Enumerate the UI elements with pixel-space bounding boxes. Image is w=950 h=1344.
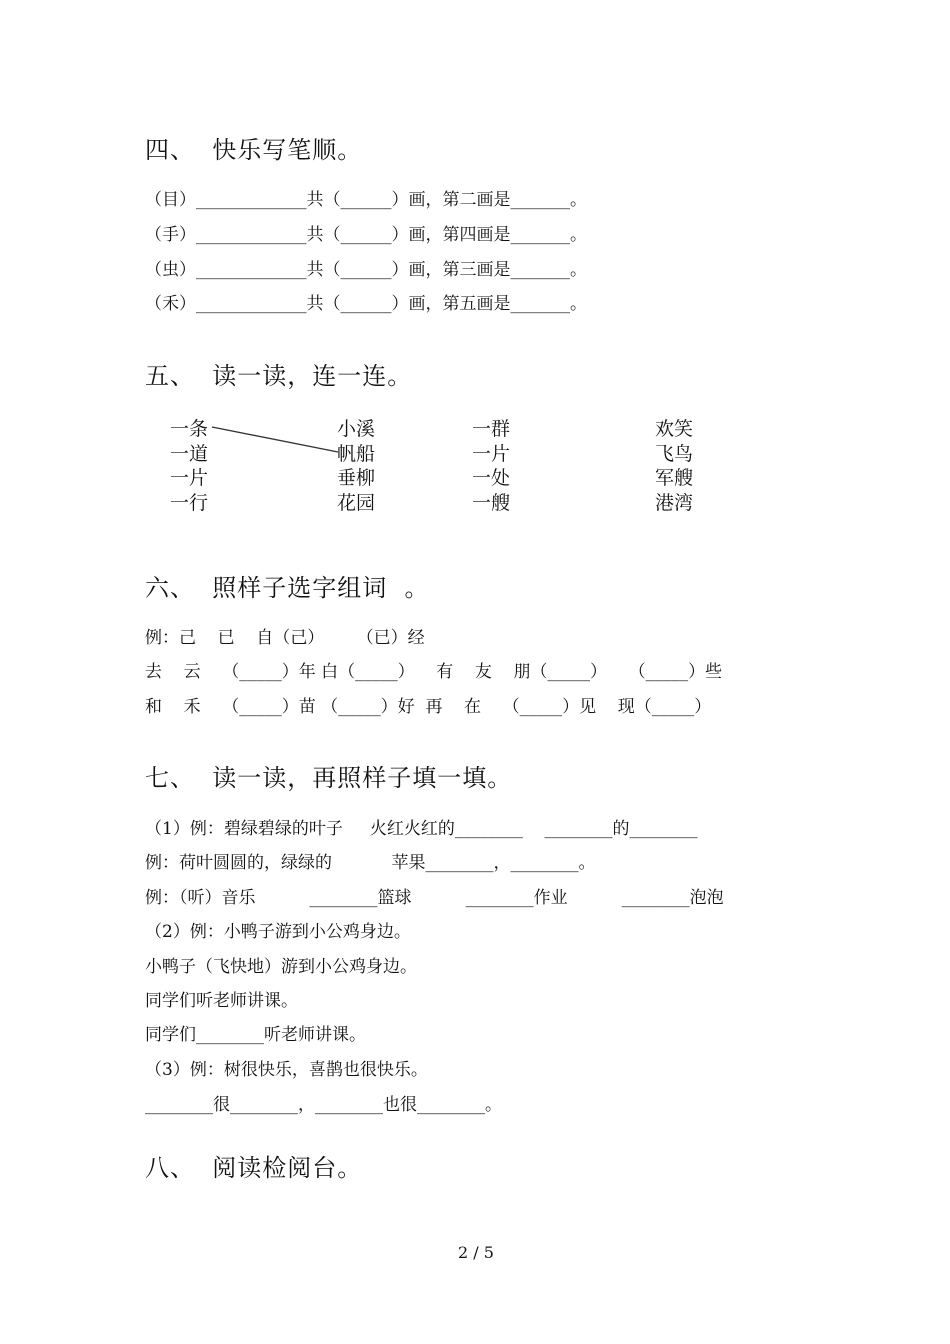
word-row: 去 云 （_____）年 白（_____） 有 友 朋（_____） （_____）些 bbox=[145, 662, 723, 682]
match-col4-item: 军艘 bbox=[655, 467, 694, 489]
fill-line: 同学们听老师讲课。 bbox=[145, 991, 298, 1011]
page-number: 2 / 5 bbox=[458, 1243, 494, 1262]
stroke-order-row: （禾）_____________共（______）画，第五画是_______。 bbox=[145, 294, 587, 314]
section-4-title: 四、 快乐写笔顺。 bbox=[145, 136, 363, 164]
fill-line: （3）例：树很快乐，喜鹊也很快乐。 bbox=[145, 1060, 428, 1080]
match-col3-item: 一群 bbox=[472, 418, 511, 440]
fill-line: 小鸭子（飞快地）游到小公鸡身边。 bbox=[145, 957, 417, 977]
match-col3-item: 一艘 bbox=[472, 492, 511, 514]
match-col1-item: 一条 bbox=[170, 418, 209, 440]
fill-line: 例：（听）音乐 ________篮球 ________作业 ________泡泡 bbox=[145, 888, 724, 908]
match-col2-item: 小溪 bbox=[337, 418, 376, 440]
fill-line: （2）例：小鸭子游到小公鸡身边。 bbox=[145, 922, 411, 942]
match-col3-item: 一处 bbox=[472, 467, 511, 489]
match-col4-item: 飞鸟 bbox=[655, 443, 694, 465]
match-col4-item: 港湾 bbox=[655, 492, 694, 514]
fill-line: 同学们________听老师讲课。 bbox=[145, 1025, 366, 1045]
match-col2-item: 帆船 bbox=[337, 443, 376, 465]
match-col2-item: 垂柳 bbox=[337, 467, 376, 489]
match-col3-item: 一片 bbox=[472, 443, 511, 465]
section-7-title: 七、 读一读，再照样子填一填。 bbox=[145, 764, 513, 792]
match-col2-item: 花园 bbox=[337, 492, 376, 514]
section-6-title: 六、 照样子选字组词 。 bbox=[145, 574, 430, 602]
match-col1-item: 一行 bbox=[170, 492, 209, 514]
fill-line: 例：荷叶圆圆的，绿绿的 苹果________，________。 bbox=[145, 853, 596, 873]
fill-line: （1）例：碧绿碧绿的叶子 火红火红的________ ________的________ bbox=[145, 819, 698, 839]
stroke-order-row: （手）_____________共（______）画，第四画是_______。 bbox=[145, 225, 587, 245]
stroke-order-row: （虫）_____________共（______）画，第三画是_______。 bbox=[145, 260, 587, 280]
stroke-order-row: （目）_____________共（______）画，第二画是_______。 bbox=[145, 190, 587, 210]
section-5-title: 五、 读一读，连一连。 bbox=[145, 362, 413, 390]
match-col1-item: 一道 bbox=[170, 443, 209, 465]
fill-line: ________很________，________也很________。 bbox=[145, 1095, 502, 1115]
section-8-title: 八、 阅读检阅台。 bbox=[145, 1154, 363, 1182]
match-col1-item: 一片 bbox=[170, 467, 209, 489]
word-example: 例：己 已 自（己） （已）经 bbox=[145, 628, 425, 648]
word-row: 和 禾 （_____）苗 （_____）好 再 在 （_____）见 现（_____） bbox=[145, 697, 712, 717]
match-col4-item: 欢笑 bbox=[655, 418, 694, 440]
